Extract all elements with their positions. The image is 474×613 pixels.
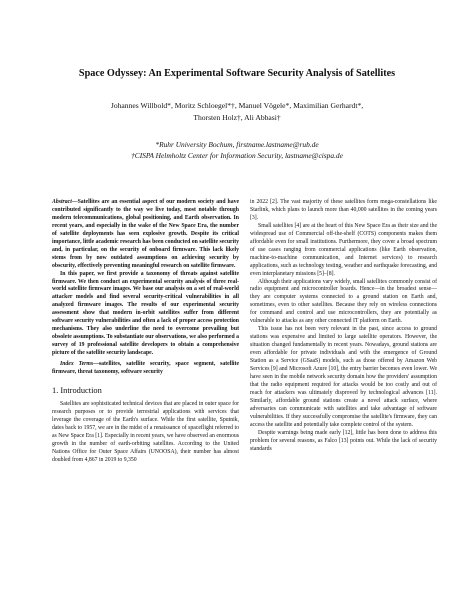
- affiliations: [40, 139, 434, 161]
- author-list: [60, 100, 414, 123]
- abstract-paragraph-1: [52, 199, 239, 271]
- abstract: [52, 199, 239, 358]
- intro-paragraph-1: Satellites are sophisticated technical devices that are placed in outer space for research purposes or to provide terrestrial applications with services that leverage the coverage of the Earth's surface. While the first satellite, Sputnik, dates back to 1957, we are in the midst of a renaissance of spaceflight referred to as New Space Era [1]. Especially in recent years, we have observed an enormous growth in the number of earth-orbiting satellites. According to the United Nations Office for Outer Space Affairs (UNOOSA), their number has almost doubled from 4,867 in 2019 to 9,350: [52, 400, 239, 463]
- abstract-text-1: —Satellites are an essential aspect of our modern society and have contributed significantly to the way we live today, most notable through modern telecommunications, global positioning, and Earth observation. In recent years, and especially in the wake of the New Space Era, the number of satellite deployments has seen explosive growth. Despite its critical importance, little academic research has been conducted on satellite security and, in particular, on the security of onboard firmware. This lack likely stems from by now outdated assumptions on achieving security by obscurity, effectively preventing meaningful research on satellite firmware.: [52, 199, 239, 269]
- affiliation-cispa: †CISPA Helmholtz Center for Information Security, lastname@cispa.de: [131, 151, 343, 160]
- authors-line-2: Thorsten Holz†, Ali Abbasi†: [193, 112, 281, 122]
- index-terms-text: —satellites, satellite security, space segment, satellite firmware, threat taxonomy, software security: [52, 361, 239, 376]
- abstract-paragraph-2: In this paper, we first provide a taxonomy of threats against satellite firmware. We then conduct an experimental security analysis of three real-world satellite firmware images. We base our analysis on a set of real-world attacker models and find several security-critical vulnerabilities in all analyzed firmware images. The results of our experimental security assessment show that modern in-orbit satellites suffer from different software security vulnerabilities and often a lack of proper access protection mechanisms. They also underline the need to overcome prevailing but obsolete assumptions. To substantiate our observations, we also performed a survey of 19 professional satellite developers to obtain a comprehensive picture of the satellite security landscape.: [52, 270, 239, 357]
- right-paragraph-4: This issue has not been very relevant in the past, since access to ground stations was expensive and limited to large satellite operators. However, the situation changed fundamentally in recent years. Nowadays, ground stations are even affordable for private individuals and with the emergence of Ground Station as a Service (GSaaS) models, such as those offered by Amazon Web Services [9] and Microsoft Azure [10], the entry barrier becomes even lower. We have seen in the mobile network security domain how the providers' assumption that the radio equipment required for attacks would be too costly and out of reach for attackers was ultimately disproved by technological advances [11]. Similarly, affordable ground stations create a novel attack surface, where adversaries can communicate with satellites and take advantage of software vulnerabilities. If they successfully compromise the satellite's firmware, they can access the satellite and potentially take complete control of the system.: [250, 326, 437, 428]
- right-paragraph-2: Small satellites [4] are at the heart of this New Space Era as their size and the widespread use of Commercial off-the-shelf (COTS) components makes them affordable even for small institutions. Furthermore, they cover a broad spectrum of use cases ranging from commercial applications (like Earth observation, machine-to-machine communication, and Internet services) to research applications, such as technology testing, weather and earthquake forecasting, and even interplanetary missions [5]–[8].: [250, 222, 437, 277]
- right-column: [250, 199, 437, 454]
- right-paragraph-3: Although their applications vary widely, small satellites commonly consist of radio equipment and microcontroller boards. Hence—in the broadest sense—they are computer systems connected to a ground station on Earth and, sometimes, even to other satellites. Because they rely on wireless connections for command and control and use microcontrollers, they are potentially as vulnerable to attacks as any other connected IT platform on Earth.: [250, 278, 437, 325]
- authors-line-1: Johannes Willbold*, Moritz Schloegel*†, Manuel Vögele*, Maximilian Gerhardt*,: [110, 101, 364, 110]
- affiliation-rub: *Ruhr University Bochum, firstname.lastname@rub.de: [155, 140, 319, 149]
- paper-title: Space Odyssey: An Experimental Software Security Analysis of Satellites: [78, 68, 396, 79]
- right-paragraph-5: Despite warnings being made early [12], little has been done to address this problem for several reasons, as Falco [13] points out. While the lack of security standards: [250, 429, 437, 452]
- right-paragraph-1: in 2022 [2]. The vast majority of these satellites form mega-constellations like Starlink, which plans to launch more than 40,000 satellites in the coming years [3].: [250, 199, 437, 221]
- index-terms: [52, 361, 239, 377]
- section-heading-introduction: 1. Introduction: [52, 385, 102, 395]
- abstract-lead: Abstract: [52, 199, 72, 205]
- index-terms-lead: Index Terms: [60, 361, 94, 368]
- left-column: [52, 199, 239, 465]
